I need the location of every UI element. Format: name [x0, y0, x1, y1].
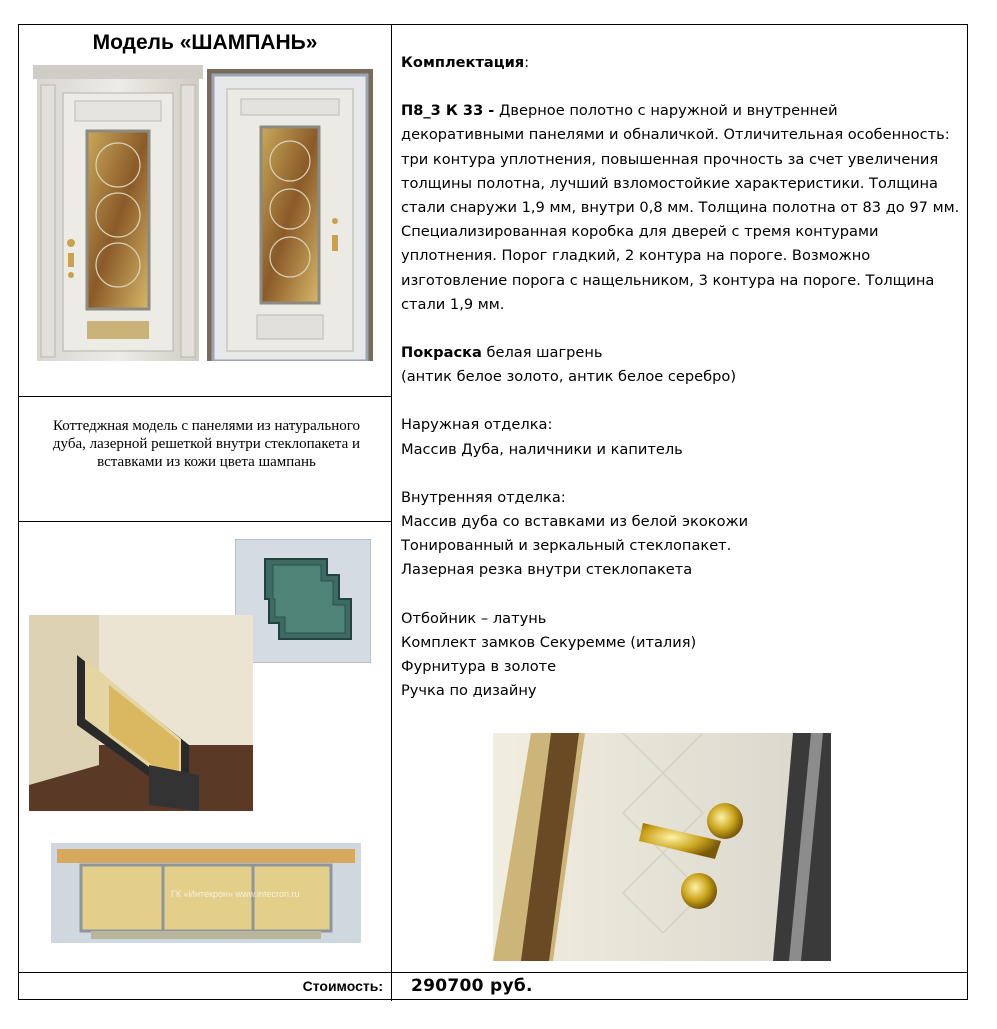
spec-code: П8_3 К 33 - — [401, 102, 495, 120]
extra-item: Отбойник – латунь — [401, 609, 547, 627]
extra-item: Комплект замков Секуремме (италия) — [401, 633, 697, 651]
column-divider — [391, 25, 392, 972]
model-caption: Коттеджная модель с панелями из натурального дуба, лазерной решеткой внутри стеклопакета и вставками из кожи цвета шампань — [52, 418, 361, 470]
extra-item: Ручка по дизайну — [401, 682, 537, 700]
lock-closeup-photo — [493, 733, 831, 961]
door-outside-photo — [33, 65, 203, 361]
spec-heading: Комплектация — [401, 54, 525, 71]
outer-finish-title: Наружная отделка: — [401, 416, 553, 434]
threshold-section-image — [51, 843, 361, 943]
model-title: Модель «ШАМПАНЬ» — [92, 31, 318, 54]
specification — [401, 51, 961, 703]
paint-value: белая шагрень — [481, 344, 603, 362]
door-inside-photo — [207, 69, 373, 361]
inner-finish-line: Лазерная резка внутри стеклопакета — [401, 561, 693, 579]
product-sheet — [18, 24, 968, 1000]
steel-profile-image — [235, 539, 371, 663]
price-cell — [391, 972, 400, 1001]
inner-finish-line: Тонированный и зеркальный стеклопакет. — [401, 537, 732, 555]
price-value: 290700 руб. — [411, 976, 533, 996]
outer-finish-value: Массив Дуба, наличники и капитель — [401, 440, 683, 458]
row-divider-1 — [19, 396, 391, 397]
price-label: Стоимость: — [302, 978, 383, 994]
spec-description: Дверное полотно с наружной и внутренней декоративными панелями и обналичкой. Отличительная особенность: три контура уплотнения, повышенная прочность за счет увеличения толщины полотна, лучший взломостойкие характеристики. Толщина стали снаружи 1,9 мм, внутри 0,8 мм. Толщина полотна от 83 до 97 мм. — [401, 102, 960, 217]
inner-finish-line: Массив дуба со вставками из белой экокожи — [401, 513, 749, 531]
inner-finish-title: Внутренняя отделка: — [401, 488, 566, 506]
paint-options: (антик белое золото, антик белое серебро) — [401, 368, 737, 386]
row-divider-2 — [19, 521, 391, 522]
door-section-image — [29, 615, 253, 811]
watermark-text: ГК «Интекрон» www.intecron.ru — [171, 889, 300, 899]
extra-item: Фурнитура в золоте — [401, 658, 557, 676]
paint-label: Покраска — [401, 344, 482, 362]
spec-frame: Специализированная коробка для дверей с тремя контурами уплотнения. Порог гладкий, 2 контура на пороге. Возможно изготовление порога с нащельником, 3 контура на пороге. Толщина стали 1,9 мм. — [401, 223, 935, 313]
spec-heading-suffix: : — [524, 54, 530, 71]
